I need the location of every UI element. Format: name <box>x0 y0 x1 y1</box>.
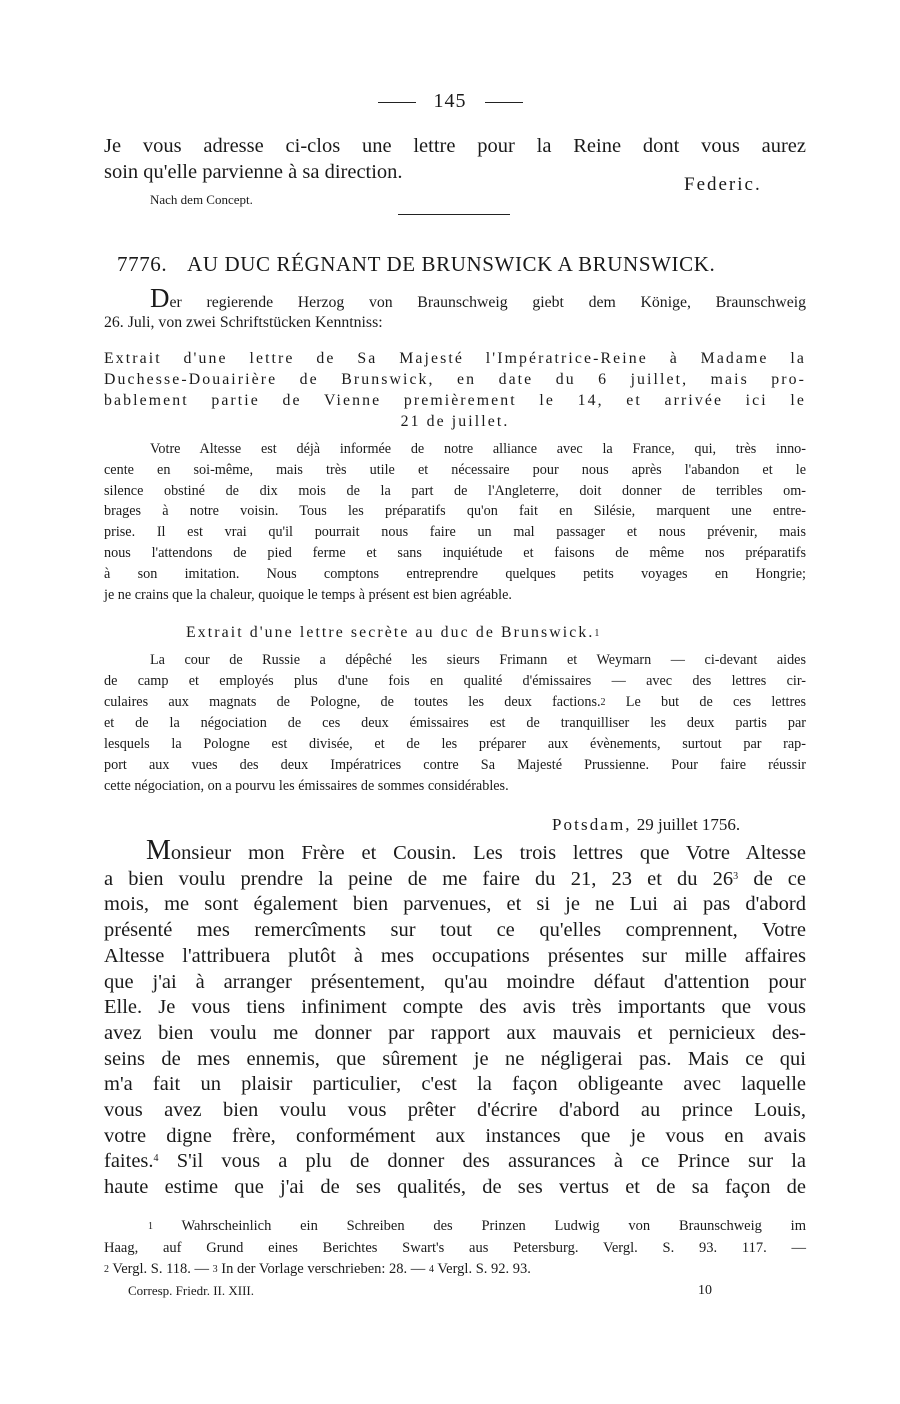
footnote-ref: 3 <box>733 870 739 882</box>
extract-1-heading-line: Duchesse-Douairière de Brunswick, en date du 6 juillet, mais pro- <box>104 371 806 388</box>
place: Potsdam, <box>552 815 632 834</box>
extract-2-body <box>104 650 806 797</box>
opening-line: Je vous adresse ci-clos une lettre pour la Reine dont vous aurez <box>104 135 806 157</box>
letter-line: m'a fait un plaisir particulier, c'est la façon obligeante avec laquelle <box>104 1073 806 1096</box>
letter-heading <box>117 252 797 277</box>
summary-line-1: er regierende Herzog von Braunschweig giebt dem Könige, Braunschweig <box>169 294 806 311</box>
sheet-footer-label: Corresp. Friedr. II. XIII. <box>128 1283 254 1298</box>
extract-2-line-3: culaires aux magnats de Pologne, de toutes les deux factions. <box>104 693 601 710</box>
summary-dropcap: D <box>150 283 170 313</box>
extract-1-heading <box>104 348 806 432</box>
extract-2-line <box>104 692 806 714</box>
extract-1-line: prise. Il est vrai qu'il pourrait nous faire un mal passager et nous prévenir, mais <box>104 524 806 541</box>
letter-line <box>104 1149 806 1175</box>
footnote-1-text: Wahrscheinlich ein Schreiben des Prinzen Ludwig von Braunschweig im <box>181 1218 806 1234</box>
letter-line-13: faites. <box>104 1150 154 1173</box>
extract-2-line: port aux vues des deux Impératrices contre Sa Majesté Prussienne. Pour faire réussir <box>104 756 806 773</box>
footnote-ref: 1 <box>594 628 602 639</box>
extract-2-line-3-tail: Le but de ces lettres <box>625 693 807 710</box>
letter-line <box>104 835 806 867</box>
section-rule <box>398 214 510 215</box>
letter-line: présenté mes remercîments sur tout ce qu'elles comprennent, Votre <box>104 919 806 942</box>
source-note: Nach dem Concept. <box>150 192 253 207</box>
letter-line: vous avez bien voulu vous prêter d'écrire d'abord au prince Louis, <box>104 1099 806 1122</box>
letter-dropcap: M <box>146 835 171 866</box>
summary-paragraph <box>104 283 806 313</box>
footnote-3-text: In der Vorlage verschrieben: 28. — <box>221 1261 426 1277</box>
footnote-ref: 4 <box>153 1153 159 1165</box>
summary-paragraph-end <box>104 312 806 333</box>
page-number: 145 <box>433 90 467 112</box>
letter-line: votre digne frère, conformément aux instances que je vous en avais <box>104 1124 806 1147</box>
extract-1-line: Votre Altesse est déjà informée de notre alliance avec la France, qui, très inno- <box>150 441 806 457</box>
place-date <box>552 812 792 838</box>
footnote-4-text: Vergl. S. 92. 93. <box>437 1261 531 1277</box>
letter-line: que j'ai à arranger présentement, qu'au moindre défaut d'attention pour <box>104 970 806 993</box>
letter-title: AU DUC RÉGNANT DE BRUNSWICK A BRUNSWICK. <box>187 252 716 276</box>
extract-2-line: La cour de Russie a dépêché les sieurs Frimann et Weymarn — ci-devant aides <box>150 652 806 668</box>
footnote-mark: 1 <box>148 1221 153 1232</box>
letter-line-13-tail: S'il vous a plu de donner des assurances à ce Prince sur la <box>176 1150 807 1173</box>
letter-line-2: a bien voulu prendre la peine de me faire du 21, 23 et du 26 <box>104 867 734 890</box>
header-dash-left <box>378 102 416 103</box>
letter-line-1: onsieur mon Frère et Cousin. Les trois lettres que Votre Altesse <box>170 842 806 864</box>
extract-2-heading <box>186 622 746 644</box>
footnote-line: Haag, auf Grund eines Berichtes Swart's aus Petersburg. Vergl. S. 93. 117. — <box>104 1239 806 1256</box>
letter-line: haute estime que j'ai de ses qualités, de ses vertus et de sa façon de <box>104 1176 806 1199</box>
extract-2-heading-text: Extrait d'une lettre secrète au duc de Brunswick. <box>186 624 595 641</box>
extract-1-line: nous l'attendons de pied ferme et sans inquiétude et faisons de même nos préparatifs <box>104 544 806 561</box>
summary-line-2: 26. Juli, von zwei Schriftstücken Kenntniss: <box>104 314 383 331</box>
footnote-line <box>104 1259 806 1281</box>
footnote-mark: 3 <box>212 1264 218 1275</box>
signature: Federic. <box>684 174 762 195</box>
footnote-mark: 2 <box>104 1264 109 1275</box>
footnote-2-text: Vergl. S. 118. — <box>112 1261 210 1277</box>
summary-line <box>104 283 806 313</box>
extract-1-line: cente en soi-même, mais très utile et nécessaire pour nous après l'abandon et le <box>104 461 806 478</box>
extract-1-line: je ne crains que la chaleur, quoique le temps à présent est bien agréable. <box>104 586 512 603</box>
date: 29 juillet 1756. <box>636 815 741 834</box>
sheet-signature-mark: 10 <box>698 1283 712 1298</box>
extract-1-body <box>104 439 806 605</box>
letter-line-2-tail: de ce <box>753 867 806 890</box>
footnotes <box>104 1216 806 1281</box>
header-dash-right <box>485 102 523 103</box>
footnote-mark: 4 <box>428 1264 434 1275</box>
extract-2-line: lesquels la Pologne est divisée, et de les préparer aux évènements, surtout par rap- <box>104 736 806 753</box>
letter-line: seins de mes ennemis, que sûrement je ne négligerai pas. Mais ce qui <box>104 1047 806 1070</box>
extract-1-line: à son imitation. Nous comptons entreprendre quelques petits voyages en Hongrie; <box>104 565 806 582</box>
extract-1-line: brages à notre voisin. Tous les préparatifs qu'on fait en Silésie, marquent une entre- <box>104 503 806 520</box>
letter-line: avez bien voulu me donner par rapport aux mauvais et pernicieux des- <box>104 1021 806 1044</box>
extract-1-heading-line: bablement partie de Vienne premièrement le 14, et arrivée ici le <box>104 392 806 409</box>
extract-2-line: cette négociation, on a pourvu les émissaires de sommes considérables. <box>104 777 509 794</box>
letter-line: Altesse l'attribuera plutôt à mes occupations présentes sur mille affaires <box>104 944 806 967</box>
extract-2-line: et de la négociation de ces deux émissaires est de tranquilliser les deux partis par <box>104 715 806 732</box>
extract-1-heading-line: 21 de juillet. <box>400 413 510 430</box>
opening-paragraph <box>104 134 806 160</box>
footnote-line <box>104 1216 806 1238</box>
extract-1-line: silence obstiné de dix mois de la part de l'Angleterre, doit donner de terribles om- <box>104 482 806 499</box>
extract-1-heading-line: Extrait d'une lettre de Sa Majesté l'Impératrice-Reine à Madame la <box>104 350 806 367</box>
letter-line <box>104 867 806 893</box>
letter-body <box>104 835 807 1201</box>
extract-2-line: de camp et employés plus d'une fois en qualité d'émissaires — avec des lettres cir- <box>104 672 806 689</box>
letter-number: 7776. <box>117 252 168 276</box>
page-header <box>0 90 900 113</box>
footnote-ref: 2 <box>600 696 606 708</box>
opening-line: soin qu'elle parvienne à sa direction. <box>104 161 403 183</box>
letter-line: mois, me sont également bien parvenues, et si je ne Lui ai pas d'abord <box>104 893 806 916</box>
letter-line: Elle. Je vous tiens infiniment compte des avis très importants que vous <box>104 996 806 1019</box>
